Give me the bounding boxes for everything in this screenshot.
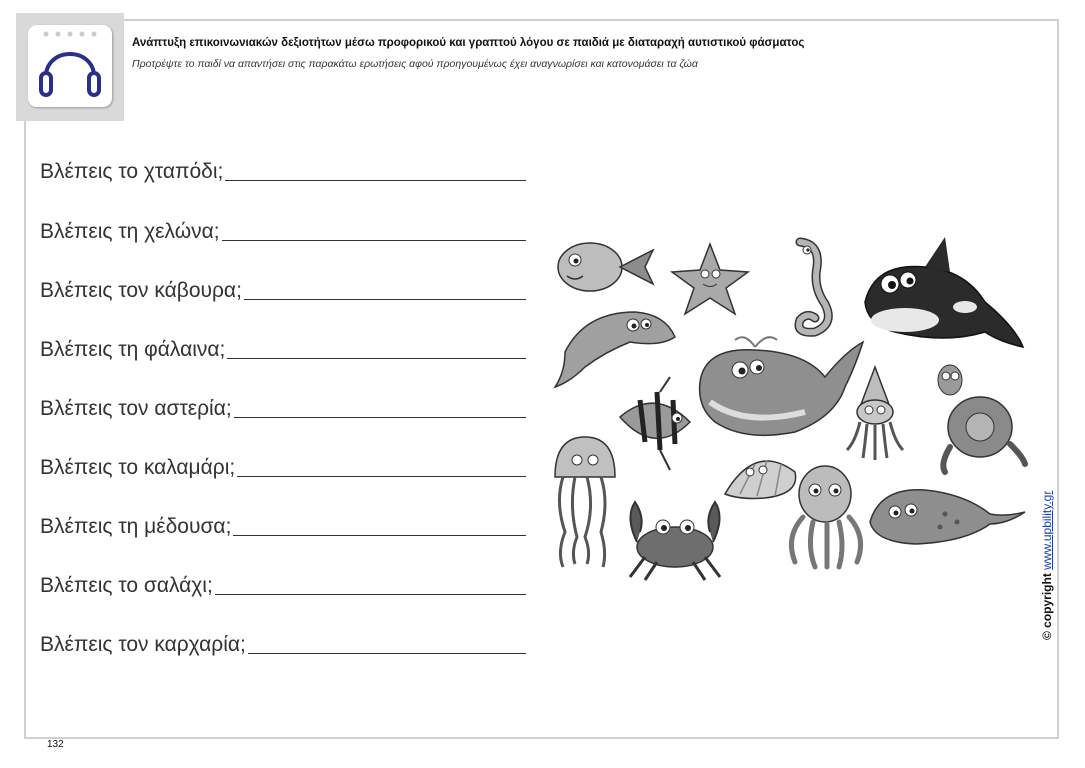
question-text: Βλέπεις τον αστερία;	[40, 397, 232, 420]
stingray-icon	[870, 490, 1025, 544]
copyright-text: © copyright	[1040, 573, 1054, 640]
jellyfish-icon	[555, 437, 615, 567]
copyright-link[interactable]: www.upbility.gr	[1040, 490, 1054, 570]
answer-line[interactable]	[222, 220, 526, 241]
angelfish-icon	[620, 377, 690, 470]
answer-line[interactable]	[234, 397, 526, 418]
question-text: Βλέπεις το καλαμάρι;	[40, 456, 236, 479]
seahorse-icon	[799, 242, 828, 332]
question-item	[40, 160, 526, 184]
octopus-icon	[791, 466, 860, 567]
sea-animals-illustration	[545, 232, 1035, 582]
answer-line[interactable]	[227, 338, 526, 359]
squid-icon	[847, 367, 903, 460]
clam-icon	[725, 460, 796, 499]
logo	[16, 13, 124, 121]
copyright-notice	[1040, 491, 1054, 640]
question-text: Βλέπεις τη χελώνα;	[40, 220, 220, 243]
question-item	[40, 279, 526, 303]
orca-icon	[865, 237, 1023, 347]
question-item	[40, 633, 526, 657]
page-subtitle: Προτρέψτε το παιδί να απαντήσει στις παρακάτω ερωτήσεις αφού προηγουμένως έχει αναγνωρίσει και κατονομάσει τα ζώα	[132, 58, 698, 70]
question-text: Βλέπεις το χταπόδι;	[40, 160, 224, 183]
question-item	[40, 456, 526, 480]
whale-icon	[700, 337, 863, 435]
headphones-icon	[28, 25, 112, 107]
question-item	[40, 220, 526, 244]
page-number: 132	[47, 739, 64, 750]
answer-line[interactable]	[225, 160, 526, 181]
question-item	[40, 338, 526, 362]
answer-line[interactable]	[237, 456, 526, 477]
page-title: Ανάπτυξη επικοινωνιακών δεξιοτήτων μέσω προφορικού και γραπτού λόγου σε παιδιά με διαταραχή αυτιστικού φάσματος	[132, 37, 805, 49]
turtle-icon	[938, 365, 1025, 472]
fish-icon	[558, 243, 653, 291]
answer-line[interactable]	[248, 633, 526, 654]
answer-line[interactable]	[233, 515, 526, 536]
question-text: Βλέπεις τη μέδουσα;	[40, 515, 232, 538]
question-text: Βλέπεις τον καρχαρία;	[40, 633, 246, 656]
answer-line[interactable]	[215, 574, 526, 595]
crab-icon	[630, 502, 720, 580]
question-item	[40, 397, 526, 421]
question-text: Βλέπεις τη φάλαινα;	[40, 338, 226, 361]
question-item	[40, 515, 526, 539]
dolphin-icon	[555, 312, 675, 387]
question-item	[40, 574, 526, 598]
logo-card	[28, 25, 112, 107]
starfish-icon	[672, 244, 748, 314]
question-text: Βλέπεις τον κάβουρα;	[40, 279, 242, 302]
answer-line[interactable]	[244, 279, 526, 300]
question-text: Βλέπεις το σαλάχι;	[40, 574, 213, 597]
